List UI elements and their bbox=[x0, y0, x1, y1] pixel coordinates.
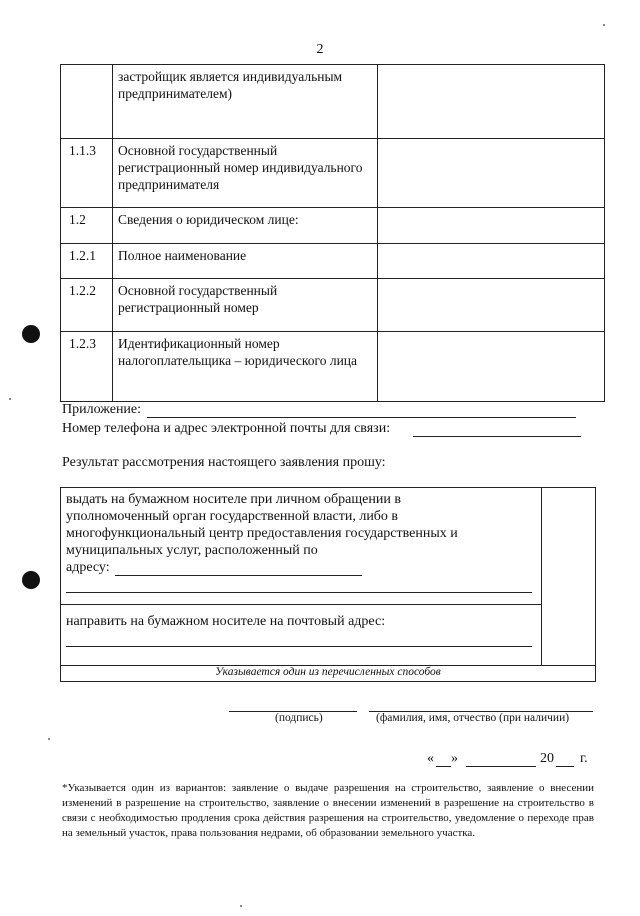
table-row bbox=[61, 279, 605, 332]
footnote: *Указывается один из вариантов: заявление о выдаче разрешения на строительство, заявление о внесении изменений в разрешение на строительство, заявление о внесении изменений в разрешение на строительство в связи с необходимостью продления срока действия разрешения на строительство, уведомление о переходе прав на земельный участок, права пользования недрами, об образовании земельного участка. bbox=[62, 782, 594, 839]
row-value-field[interactable] bbox=[378, 65, 605, 139]
signature-caption: (подпись) bbox=[275, 712, 323, 724]
address-label: адресу: bbox=[66, 560, 110, 575]
option-divider bbox=[61, 604, 541, 605]
attachments-field[interactable] bbox=[147, 402, 576, 418]
result-options-box bbox=[60, 487, 596, 682]
binder-hole-mark bbox=[22, 325, 40, 343]
option-mail-checkbox[interactable] bbox=[542, 605, 595, 665]
year-prefix: 20 bbox=[540, 751, 554, 766]
row-label: Сведения о юридическом лице: bbox=[113, 208, 378, 244]
row-number: 1.2.2 bbox=[61, 279, 113, 332]
month-field[interactable] bbox=[466, 751, 536, 767]
signature-field[interactable] bbox=[229, 699, 357, 712]
date-open-quote: « bbox=[427, 751, 434, 766]
row-number: 1.1.3 bbox=[61, 139, 113, 208]
row-number: 1.2.3 bbox=[61, 332, 113, 402]
address-field-line-2[interactable] bbox=[66, 578, 532, 593]
row-value-field[interactable] bbox=[378, 244, 605, 279]
date-close-quote: » bbox=[451, 751, 458, 766]
scan-speck bbox=[603, 24, 605, 26]
scan-speck bbox=[48, 738, 50, 740]
binder-hole-mark bbox=[22, 571, 40, 589]
address-field[interactable] bbox=[115, 559, 362, 576]
row-label: Полное наименование bbox=[113, 244, 378, 279]
postal-address-field[interactable] bbox=[66, 632, 532, 647]
scan-speck bbox=[240, 905, 242, 907]
row-label: Основной государственный регистрационный номер индивидуального предпринимателя bbox=[113, 139, 378, 208]
table-row bbox=[61, 139, 605, 208]
row-value-field[interactable] bbox=[378, 332, 605, 402]
row-number: 1.2 bbox=[61, 208, 113, 244]
table-row bbox=[61, 332, 605, 402]
table-row bbox=[61, 65, 605, 139]
row-number: 1.2.1 bbox=[61, 244, 113, 279]
year-field[interactable] bbox=[556, 751, 574, 767]
scan-speck bbox=[9, 398, 11, 400]
row-label: Основной государственный регистрационный номер bbox=[113, 279, 378, 332]
table-row bbox=[61, 208, 605, 244]
result-intro: Результат рассмотрения настоящего заявления прошу: bbox=[62, 455, 386, 470]
option-in-person: выдать на бумажном носителе при личном обращении в уполномоченный орган государственной власти, либо в многофункциональный центр предоставления государственных и муниципальных услуг, расположенный по bbox=[66, 492, 458, 558]
day-field[interactable] bbox=[436, 751, 451, 767]
applicant-info-table bbox=[60, 64, 605, 402]
full-name-caption: (фамилия, имя, отчество (при наличии) bbox=[376, 712, 570, 724]
row-value-field[interactable] bbox=[378, 139, 605, 208]
row-label: застройщик является индивидуальным предпринимателем) bbox=[113, 65, 378, 139]
option-in-person-checkbox[interactable] bbox=[542, 488, 595, 604]
row-value-field[interactable] bbox=[378, 208, 605, 244]
date-line bbox=[427, 751, 595, 769]
row-label: Идентификационный номер налогоплательщика – юридического лица bbox=[113, 332, 378, 402]
row-number bbox=[61, 65, 113, 139]
result-note: Указывается один из перечисленных способов bbox=[215, 666, 441, 678]
full-name-field[interactable] bbox=[369, 699, 593, 712]
attachments-label: Приложение: bbox=[62, 402, 142, 417]
row-value-field[interactable] bbox=[378, 279, 605, 332]
contacts-field[interactable] bbox=[413, 421, 581, 437]
page-number: 2 bbox=[316, 42, 324, 57]
year-suffix: г. bbox=[580, 751, 588, 766]
option-mail: направить на бумажном носителе на почтовый адрес: bbox=[66, 614, 386, 629]
contacts-label: Номер телефона и адрес электронной почты для связи: bbox=[62, 421, 391, 436]
table-row bbox=[61, 244, 605, 279]
